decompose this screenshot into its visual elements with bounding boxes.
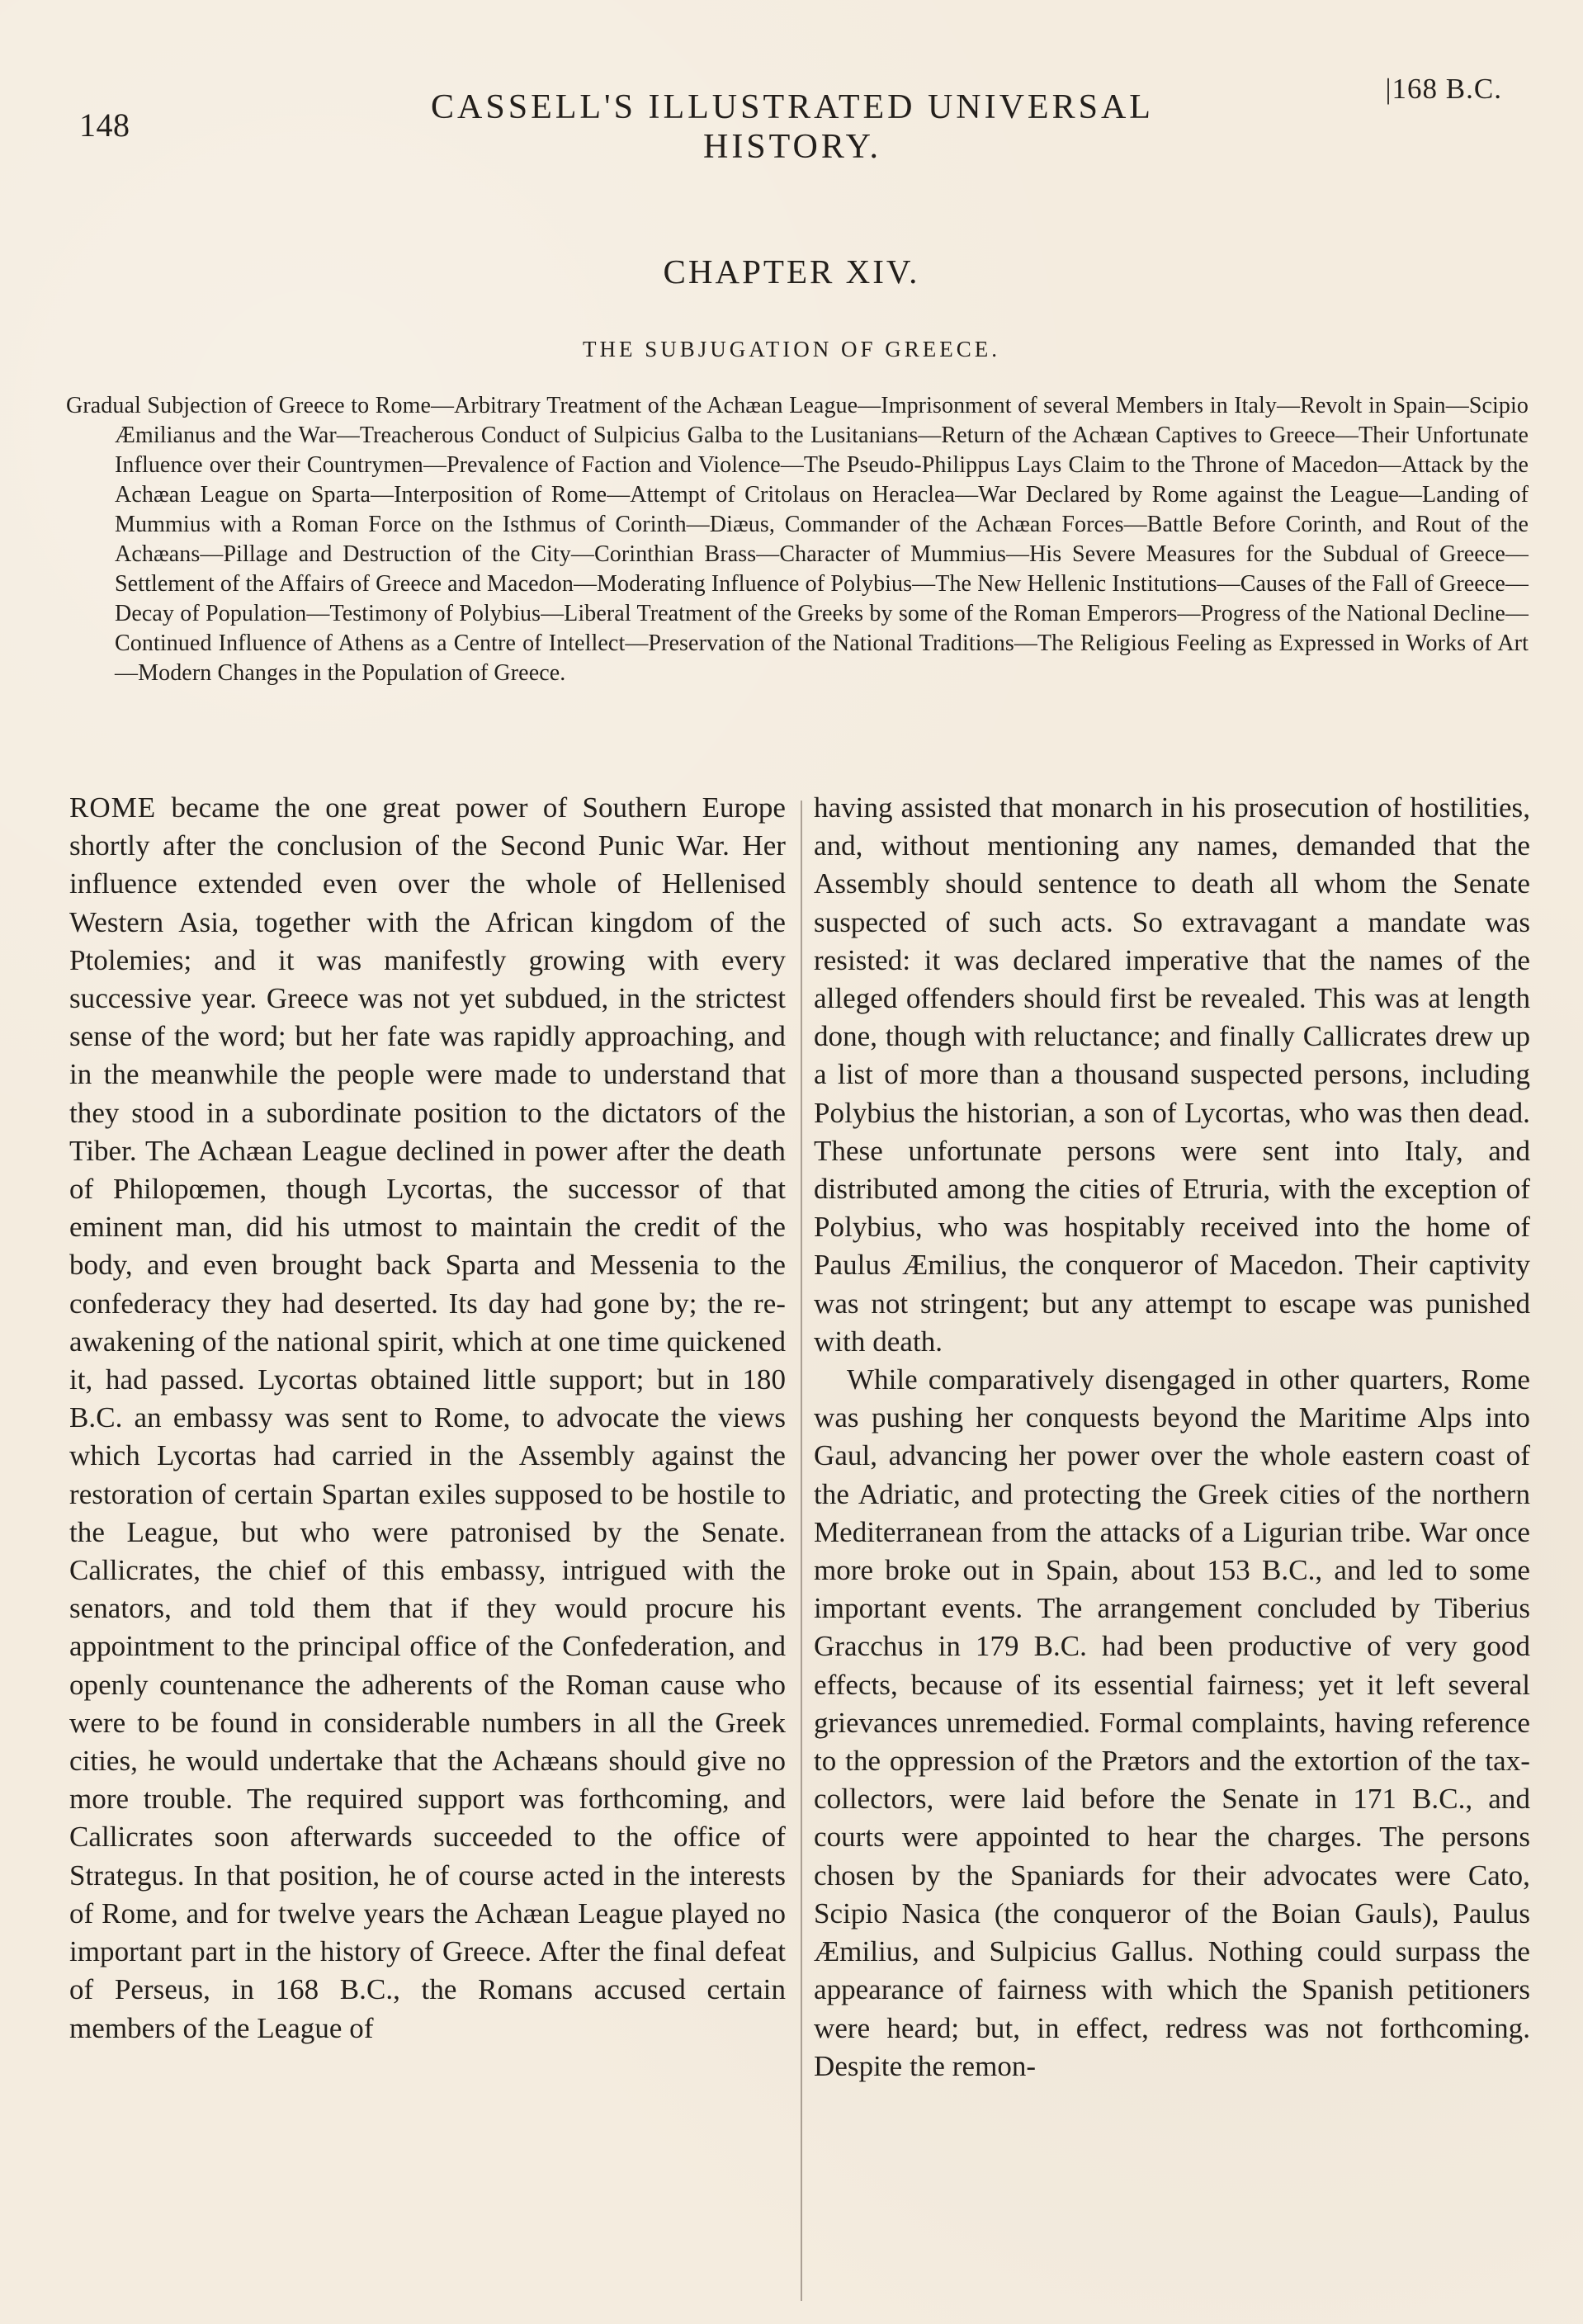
left-column xyxy=(69,789,786,2048)
right-column-paragraph-1: having assisted that monarch in his prosecution of hostilities, and, without mentioning any names, demanded that the Assembly should sentence to death all whom the Senate suspected of such acts. So extravagant a mandate was resisted: it was declared imperative that the names of the alleged offenders should first be revealed. This was at length done, though with reluctance; and finally Callicrates drew up a list of more than a thousand suspected persons, including Polybius the historian, a son of Lycortas, who was then dead. These unfortunate persons were sent into Italy, and distributed among the cities of Etruria, with the exception of Polybius, who was hospitably received into the home of Paulus Æmilius, the conqueror of Macedon. Their captivity was not stringent; but any attempt to escape was punished with death. xyxy=(814,791,1530,1358)
running-title: CASSELL'S ILLUSTRATED UNIVERSAL HISTORY. xyxy=(431,88,1154,166)
page-date: |168 B.C. xyxy=(1385,73,1502,105)
body-columns xyxy=(69,789,1530,2299)
chapter-summary: Gradual Subjection of Greece to Rome—Arbitrary Treatment of the Achæan League—Imprisonment of several Members in Italy—Revolt in Spain—Scipio Æmilianus and the War—Treacherous Conduct of Sulpicius Galba to the Lusitanians—Return of the Achæan Captives to Greece—Their Unfortunate Influence over their Countrymen—Prevalence of Faction and Violence—The Pseudo-Philippus Lays Claim to the Throne of Macedon—Attack by the Achæan League on Sparta—Interposition of Rome—Attempt of Critolaus on Heraclea—War Declared by Rome against the League—Landing of Mummius with a Roman Force on the Isthmus of Corinth—Diæus, Commander of the Achæan Forces—Battle Before Corinth, and Rout of the Achæans—Pillage and Destruction of the City—Corinthian Brass—Character of Mummius—His Severe Measures for the Subdual of Greece—Settlement of the Affairs of Greece and Macedon—Moderating Influence of Polybius—The New Hellenic Institutions—Causes of the Fall of Greece—Decay of Population—Testimony of Polybius—Liberal Treatment of the Greeks by some of the Roman Emperors—Progress of the National Decline—Continued Influence of Athens as a Centre of Intellect—Preservation of the National Traditions—The Religious Feeling as Expressed in Works of Art—Modern Changes in the Population of Greece. xyxy=(66,393,1529,686)
chapter-title: CHAPTER XIV. xyxy=(663,253,920,290)
left-column-paragraph: became the one great power of Southern Europe shortly after the conclusion of the Second Punic War. Her influence extended even over the whole of Hellenised Western Asia, together with the African kingdom of the Ptolemies; and it was manifestly growing with every successive year. Greece was not yet subdued, in the strictest sense of the word; but her fate was rapidly approaching, and in the meanwhile the people were made to understand that they stood in a subordinate position to the dictators of the Tiber. The Achæan League declined in power after the death of Philopœmen, though Lycortas, the successor of that eminent man, did his utmost to maintain the credit of the body, and even brought back Sparta and Messenia to the confederacy they had deserted. Its day had gone by; the re-awakening of the national spirit, which at one time quickened it, had passed. Lycortas obtained little support; but in 180 B.C. an embassy was sent to Rome, to advocate the views which Lycortas had carried in the Assembly against the restoration of certain Spartan exiles supposed to be hostile to the League, but who were patronised by the Senate. Callicrates, the chief of this embassy, intrigued with the senators, and told them that if they would procure his appointment to the principal office of the Confederation, and openly countenance the adherents of the Roman cause who were to be found in considerable numbers in all the Greek cities, he would undertake that the Achæans should give no more trouble. The required support was forthcoming, and Callicrates soon afterwards succeeded to the office of Strategus. In that position, he of course acted in the interests of Rome, and for twelve years the Achæan League played no important part in the history of Greece. After the final defeat of Perseus, in 168 B.C., the Romans accused certain members of the League of xyxy=(69,791,786,2044)
left-column-text xyxy=(69,789,786,2048)
page-number: 148 xyxy=(79,106,130,144)
column-divider xyxy=(801,801,802,2301)
right-column xyxy=(814,789,1530,2085)
page-header xyxy=(0,73,1583,166)
chapter-subtitle: THE SUBJUGATION OF GREECE. xyxy=(582,337,1000,361)
right-column-paragraph-2: While comparatively disengaged in other quarters, Rome was pushing her conquests beyond the Maritime Alps into Gaul, advancing her power over the whole eastern coast of the Adriatic, and protecting the Greek cities of the northern Mediterranean from the attacks of a Ligurian tribe. War once more broke out in Spain, about 153 B.C., and led to some important events. The arrangement concluded by Tiberius Gracchus in 179 B.C. had been productive of very good effects, because of its essential fairness; yet it left several grievances unremedied. Formal complaints, having reference to the oppression of the Prætors and the extortion of the tax-collectors, were laid before the Senate in 171 B.C., and courts were appointed to hear the charges. The persons chosen by the Spaniards for their advocates were Cato, Scipio Nasica (the conqueror of the Boian Gauls), Paulus Æmilius, and Sulpicius Gallus. Nothing could surpass the appearance of fairness with which the Spanish petitioners were heard; but, in effect, redress was not forthcoming. Despite the remon- xyxy=(814,1363,1530,2082)
opening-word: ROME xyxy=(69,791,157,824)
